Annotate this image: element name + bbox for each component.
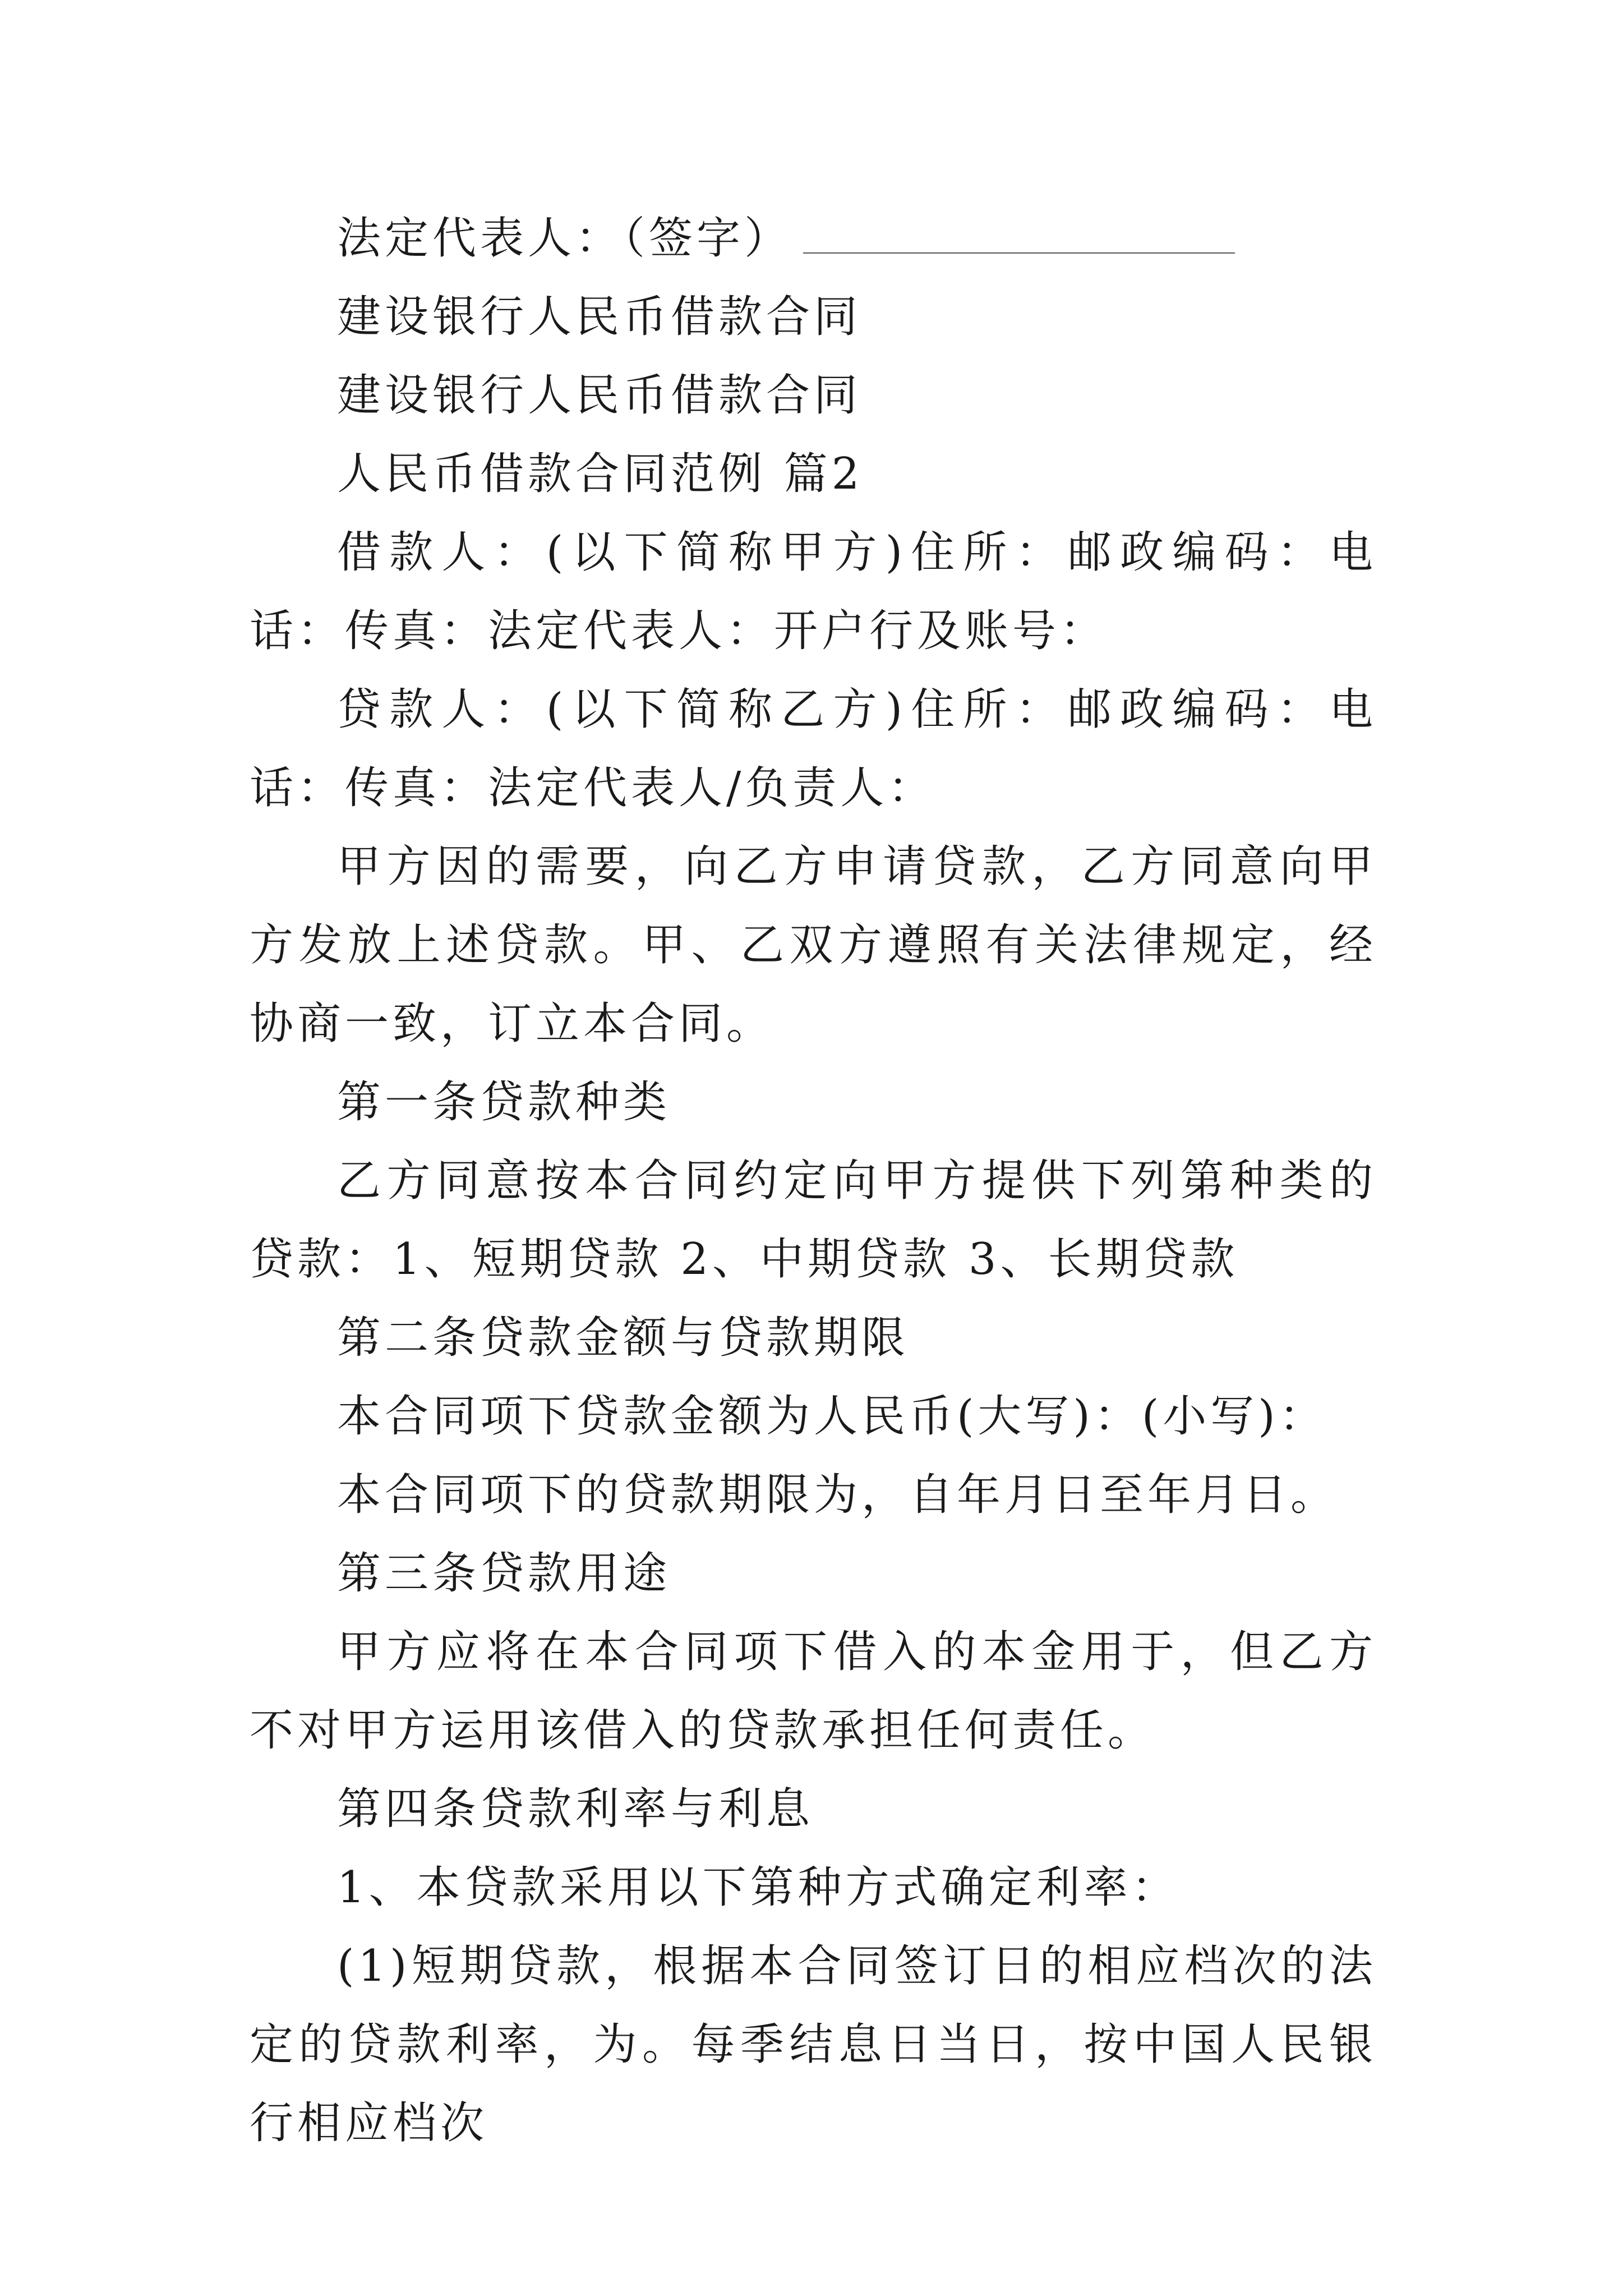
section-heading: 人民币借款合同范例 篇2 [337,449,864,499]
signature-blank-line [803,230,1235,254]
paragraph: (1)短期贷款，根据本合同签订日的相应档次的法定的贷款利率，为。每季结息日当日，按中国人民银行相应档次 [250,1941,1377,2148]
paragraph: 建设银行人民币借款合同 [337,292,862,342]
article-heading: 第三条贷款用途 [337,1548,671,1599]
lender-info: 贷款人：(以下简称乙方)住所：邮政编码：电话：传真：法定代表人/负责人： [250,684,1377,813]
paragraph: 乙方同意按本合同约定向甲方提供下列第种类的贷款：1、短期贷款 2、中期贷款 3、长期贷款 [250,1156,1377,1285]
article-heading: 第四条贷款利率与利息 [337,1784,814,1834]
paragraph: 本合同项下的贷款期限为，自年月日至年月日。 [337,1470,1339,1520]
document-body [250,199,1377,2162]
paragraph: 甲方因的需要，向乙方申请贷款，乙方同意向甲方发放上述贷款。甲、乙双方遵照有关法律规定，经协商一致，订立本合同。 [250,841,1377,1049]
paragraph: 1、本贷款采用以下第种方式确定利率： [337,1862,1179,1913]
signature-line-paragraph [250,199,1377,278]
paragraph: 甲方应将在本合同项下借入的本金用于，但乙方不对甲方运用该借入的贷款承担任何责任。 [250,1627,1377,1756]
borrower-info: 借款人：(以下简称甲方)住所：邮政编码：电话：传真：法定代表人：开户行及账号： [250,527,1377,656]
paragraph: 建设银行人民币借款合同 [337,370,862,421]
paragraph: 本合同项下贷款金额为人民币(大写)：(小写)： [337,1391,1327,1442]
article-heading: 第二条贷款金额与贷款期限 [337,1313,910,1363]
article-heading: 第一条贷款种类 [337,1077,671,1128]
legal-representative-signature-label: 法定代表人：（签字） [337,213,792,264]
